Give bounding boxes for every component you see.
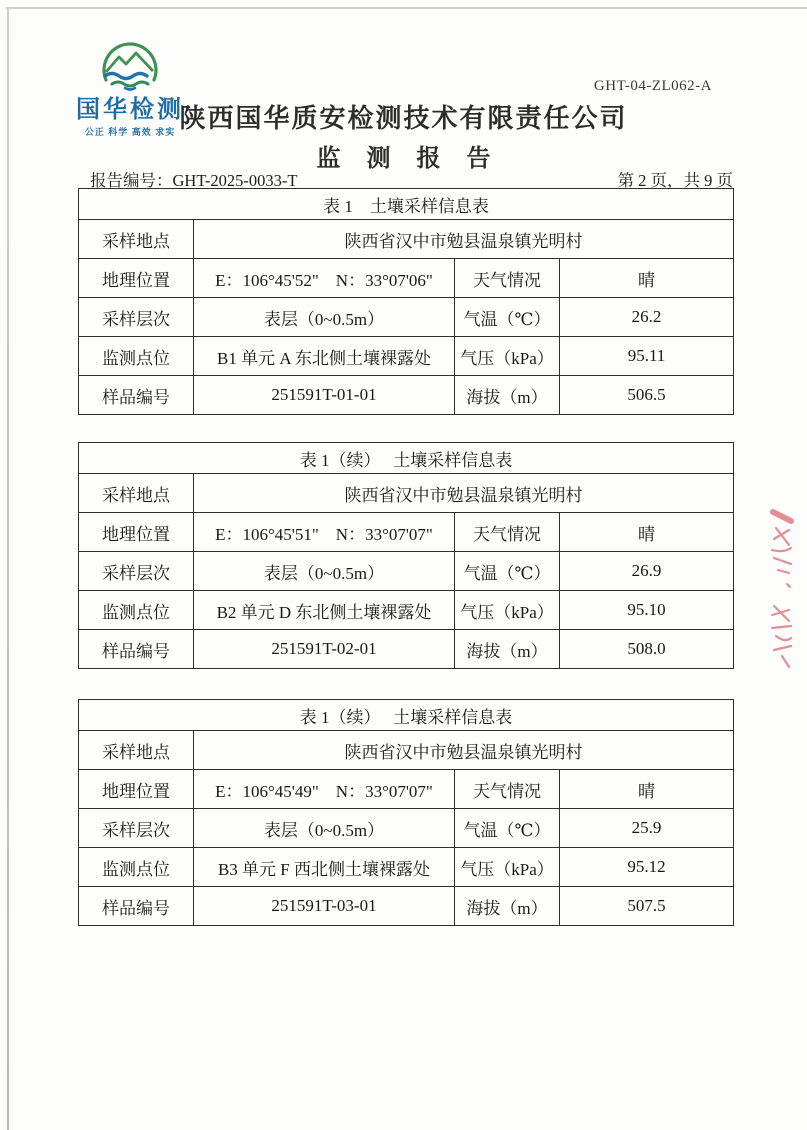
point-label-cell: 监测点位 (79, 337, 194, 376)
scan-edge-top (6, 7, 807, 9)
pressure-label-cell: 气压（kPa） (455, 848, 560, 887)
sampling-table-3 (78, 699, 734, 926)
logo-motto: 公正 科学 高效 求实 (84, 127, 176, 138)
point-label-cell: 监测点位 (79, 848, 194, 887)
geo-label-cell: 地理位置 (79, 513, 194, 552)
layer-label-cell: 采样层次 (79, 809, 194, 848)
altitude-value-cell: 508.0 (560, 630, 734, 669)
layer-value-cell: 表层（0~0.5m） (194, 552, 455, 591)
pressure-value-cell: 95.11 (560, 337, 734, 376)
table-title: 表 1（续） 土壤采样信息表 (79, 443, 734, 474)
altitude-value-cell: 507.5 (560, 887, 734, 926)
company-title: 陕西国华质安检测技术有限责任公司 (179, 104, 628, 133)
sample-no-value-cell: 251591T-02-01 (194, 630, 455, 669)
weather-value-cell: 晴 (560, 770, 734, 809)
sample-no-value-cell: 251591T-01-01 (194, 376, 455, 415)
red-handwriting-annotation (757, 492, 805, 682)
temp-label-cell: 气温（℃） (455, 552, 560, 591)
pressure-label-cell: 气压（kPa） (455, 591, 560, 630)
layer-value-cell: 表层（0~0.5m） (194, 298, 455, 337)
pressure-value-cell: 95.10 (560, 591, 734, 630)
temp-label-cell: 气温（℃） (455, 298, 560, 337)
point-value-cell: B2 单元 D 东北侧土壤裸露处 (194, 591, 455, 630)
sampling-table-2 (78, 442, 734, 669)
temp-value-cell: 25.9 (560, 809, 734, 848)
layer-label-cell: 采样层次 (79, 552, 194, 591)
geo-value-cell: E：106°45'51" N：33°07'07" (194, 513, 455, 552)
document-code: GHT-04-ZL062-A (593, 78, 712, 94)
sampling-site-label-cell: 采样地点 (79, 220, 194, 259)
weather-label-cell: 天气情况 (455, 259, 560, 298)
sample-no-label-cell: 样品编号 (79, 376, 194, 415)
altitude-label-cell: 海拔（m） (455, 630, 560, 669)
altitude-label-cell: 海拔（m） (455, 376, 560, 415)
logo-mountain-water-icon (75, 30, 185, 92)
weather-label-cell: 天气情况 (455, 513, 560, 552)
sampling-site-value-cell: 陕西省汉中市勉县温泉镇光明村 (194, 731, 734, 770)
sampling-site-label-cell: 采样地点 (79, 474, 194, 513)
sample-no-value-cell: 251591T-03-01 (194, 887, 455, 926)
pressure-label-cell: 气压（kPa） (455, 337, 560, 376)
geo-label-cell: 地理位置 (79, 770, 194, 809)
pressure-value-cell: 95.12 (560, 848, 734, 887)
sampling-site-value-cell: 陕西省汉中市勉县温泉镇光明村 (194, 474, 734, 513)
layer-value-cell: 表层（0~0.5m） (194, 809, 455, 848)
temp-value-cell: 26.2 (560, 298, 734, 337)
point-value-cell: B1 单元 A 东北侧土壤裸露处 (194, 337, 455, 376)
altitude-label-cell: 海拔（m） (455, 887, 560, 926)
sample-no-label-cell: 样品编号 (79, 630, 194, 669)
scan-edge-left (7, 7, 9, 1130)
table-title: 表 1 土壤采样信息表 (79, 189, 734, 220)
sample-no-label-cell: 样品编号 (79, 887, 194, 926)
layer-label-cell: 采样层次 (79, 298, 194, 337)
logo-brand-name: 国华检测 (76, 96, 184, 123)
table-title: 表 1（续） 土壤采样信息表 (79, 700, 734, 731)
weather-value-cell: 晴 (560, 513, 734, 552)
report-title: 监测报告 (316, 146, 517, 172)
page-indicator: 第 2 页，共 9 页 (617, 171, 733, 190)
sampling-table-1 (78, 188, 734, 415)
report-number-label: 报告编号： (90, 171, 173, 190)
altitude-value-cell: 506.5 (560, 376, 734, 415)
geo-value-cell: E：106°45'52" N：33°07'06" (194, 259, 455, 298)
report-number-value: GHT-2025-0033-T (172, 171, 298, 190)
point-label-cell: 监测点位 (79, 591, 194, 630)
sampling-site-label-cell: 采样地点 (79, 731, 194, 770)
point-value-cell: B3 单元 F 西北侧土壤裸露处 (194, 848, 455, 887)
temp-label-cell: 气温（℃） (455, 809, 560, 848)
sampling-site-value-cell: 陕西省汉中市勉县温泉镇光明村 (194, 220, 734, 259)
temp-value-cell: 26.9 (560, 552, 734, 591)
geo-label-cell: 地理位置 (79, 259, 194, 298)
weather-label-cell: 天气情况 (455, 770, 560, 809)
geo-value-cell: E：106°45'49" N：33°07'07" (194, 770, 455, 809)
weather-value-cell: 晴 (560, 259, 734, 298)
